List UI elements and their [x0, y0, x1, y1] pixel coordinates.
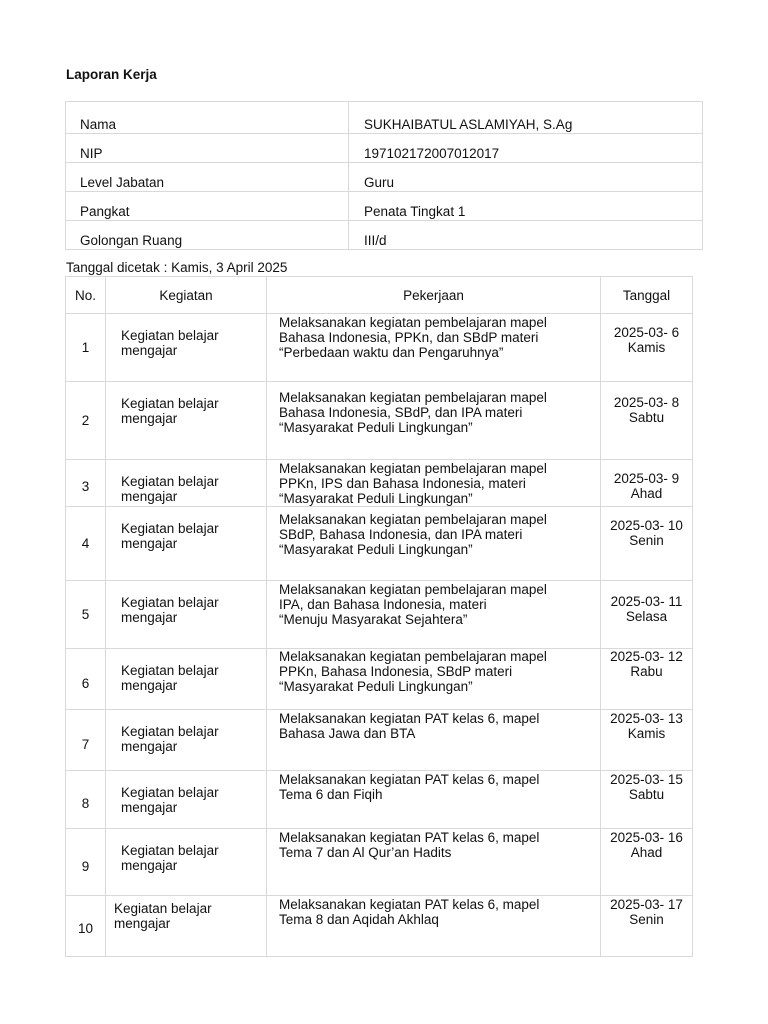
kegiatan-line: Kegiatan belajar [121, 724, 219, 739]
header-no: No. [66, 277, 106, 314]
tanggal-cell [601, 710, 693, 771]
pekerjaan-line: Bahasa Indonesia, PPKn, dan SBdP materi [279, 330, 539, 345]
row-number-text: 7 [81, 736, 90, 752]
pekerjaan-line: Melaksanakan kegiatan pembelajaran mapel [279, 315, 547, 330]
tanggal-date: 2025-03- 13 [610, 711, 683, 726]
kegiatan-line: Kegiatan belajar [121, 663, 219, 678]
row-number-text: 9 [81, 859, 90, 874]
tanggal-cell [601, 460, 693, 507]
tanggal-day: Sabtu [628, 787, 665, 802]
pekerjaan-cell [267, 581, 601, 649]
row-number [66, 829, 106, 896]
info-row [66, 163, 703, 192]
tanggal-cell [601, 829, 693, 896]
tanggal-day: Kamis [627, 340, 666, 355]
table-row [66, 460, 693, 507]
tanggal-date: 2025-03- 9 [613, 471, 680, 486]
pekerjaan-cell [267, 771, 601, 829]
kegiatan-line: mengajar [114, 916, 171, 931]
tanggal-day: Ahad [630, 845, 663, 860]
table-row [66, 382, 693, 460]
info-value: III/d [349, 221, 703, 250]
row-number [66, 581, 106, 649]
table-body [66, 314, 693, 957]
kegiatan-line: mengajar [121, 800, 178, 815]
info-label: Level Jabatan [66, 163, 349, 192]
kegiatan-line: Kegiatan belajar [114, 901, 212, 916]
info-value: SUKHAIBATUL ASLAMIYAH, S.Ag [349, 102, 703, 134]
tanggal-date: 2025-03- 15 [610, 772, 683, 787]
row-number-text: 1 [81, 340, 90, 355]
pekerjaan-line: Melaksanakan kegiatan pembelajaran mapel [279, 512, 547, 527]
table-row [66, 710, 693, 771]
row-number [66, 649, 106, 710]
kegiatan-cell [106, 581, 267, 649]
row-number-text: 6 [81, 675, 90, 691]
tanggal-cell [601, 314, 693, 382]
pekerjaan-line: Melaksanakan kegiatan PAT kelas 6, mapel [279, 711, 540, 726]
pekerjaan-cell [267, 896, 601, 957]
kegiatan-cell [106, 710, 267, 771]
row-number-text: 4 [81, 536, 90, 551]
printed-date: Tanggal dicetak : Kamis, 3 April 2025 [66, 260, 288, 275]
kegiatan-line: mengajar [121, 411, 178, 426]
pekerjaan-line: Melaksanakan kegiatan pembelajaran mapel [279, 649, 547, 664]
table-row [66, 649, 693, 710]
header-tanggal: Tanggal [601, 277, 693, 314]
pekerjaan-line: “Masyarakat Peduli Lingkungan” [279, 679, 473, 694]
pekerjaan-line: Melaksanakan kegiatan PAT kelas 6, mapel [279, 830, 540, 845]
kegiatan-cell [106, 771, 267, 829]
kegiatan-line: mengajar [121, 858, 178, 873]
pekerjaan-line: “Masyarakat Peduli Lingkungan” [279, 420, 473, 435]
row-number-text: 3 [81, 478, 90, 494]
tanggal-cell [601, 896, 693, 957]
table-row [66, 314, 693, 382]
pekerjaan-line: “Menuju Masyarakat Sejahtera” [279, 612, 468, 627]
row-number [66, 507, 106, 581]
tanggal-day: Rabu [630, 664, 663, 679]
tanggal-date: 2025-03- 8 [613, 395, 680, 410]
pekerjaan-line: Melaksanakan kegiatan PAT kelas 6, mapel [279, 772, 540, 787]
pekerjaan-line: SBdP, Bahasa Indonesia, dan IPA materi [279, 527, 523, 542]
info-value: Penata Tingkat 1 [349, 192, 703, 221]
info-row [66, 192, 703, 221]
header-pekerjaan: Pekerjaan [267, 277, 601, 314]
pekerjaan-line: Bahasa Indonesia, SBdP, dan IPA materi [279, 405, 523, 420]
tanggal-date: 2025-03- 12 [610, 649, 683, 664]
info-label: NIP [66, 134, 349, 163]
row-number [66, 710, 106, 771]
pekerjaan-line: Tema 7 dan Al Qur’an Hadits [279, 845, 452, 860]
info-row [66, 134, 703, 163]
row-number-text: 8 [81, 796, 90, 811]
table-row [66, 507, 693, 581]
row-number-text: 10 [77, 920, 94, 936]
pekerjaan-line: “Perbedaan waktu dan Pengaruhnya” [279, 345, 504, 360]
report-title: Laporan Kerja [66, 67, 157, 82]
kegiatan-line: mengajar [121, 678, 178, 693]
kegiatan-cell [106, 314, 267, 382]
pekerjaan-line: “Masyarakat Peduli Lingkungan” [279, 491, 473, 506]
pekerjaan-cell [267, 507, 601, 581]
row-number [66, 382, 106, 460]
kegiatan-cell [106, 896, 267, 957]
kegiatan-line: Kegiatan belajar [121, 843, 219, 858]
kegiatan-line: Kegiatan belajar [121, 396, 219, 411]
pekerjaan-cell [267, 382, 601, 460]
pekerjaan-line: PPKn, IPS dan Bahasa Indonesia, materi [279, 476, 526, 491]
kegiatan-line: Kegiatan belajar [121, 521, 219, 536]
tanggal-cell [601, 581, 693, 649]
table-row [66, 581, 693, 649]
activity-table [65, 276, 693, 957]
row-number-text: 2 [81, 413, 90, 428]
tanggal-date: 2025-03- 6 [613, 325, 680, 340]
tanggal-day: Selasa [625, 609, 668, 624]
tanggal-day: Senin [629, 912, 664, 927]
pekerjaan-line: Melaksanakan kegiatan pembelajaran mapel [279, 582, 547, 597]
pekerjaan-line: Bahasa Jawa dan BTA [279, 726, 416, 741]
pekerjaan-line: Melaksanakan kegiatan pembelajaran mapel [279, 390, 547, 405]
row-number [66, 460, 106, 507]
info-value: Guru [349, 163, 703, 192]
pekerjaan-cell [267, 314, 601, 382]
pekerjaan-cell [267, 829, 601, 896]
pekerjaan-cell [267, 710, 601, 771]
tanggal-cell [601, 382, 693, 460]
table-row [66, 896, 693, 957]
pekerjaan-line: Tema 6 dan Fiqih [279, 787, 383, 802]
table-row [66, 829, 693, 896]
kegiatan-line: mengajar [121, 343, 178, 358]
row-number [66, 896, 106, 957]
row-number-text: 5 [81, 607, 90, 622]
pekerjaan-line: IPA, dan Bahasa Indonesia, materi [279, 597, 487, 612]
info-label: Golongan Ruang [66, 221, 349, 250]
tanggal-day: Sabtu [628, 410, 665, 425]
kegiatan-cell [106, 507, 267, 581]
info-label: Pangkat [66, 192, 349, 221]
tanggal-day: Ahad [630, 486, 663, 501]
tanggal-cell [601, 649, 693, 710]
row-number [66, 314, 106, 382]
tanggal-day: Kamis [627, 726, 666, 741]
tanggal-date: 2025-03- 11 [610, 594, 683, 609]
kegiatan-line: Kegiatan belajar [121, 328, 219, 343]
kegiatan-cell [106, 382, 267, 460]
kegiatan-cell [106, 460, 267, 507]
info-value: 197102172007012017 [349, 134, 703, 163]
pekerjaan-line: “Masyarakat Peduli Lingkungan” [279, 542, 473, 557]
tanggal-date: 2025-03- 17 [610, 897, 683, 912]
employee-info-table [65, 101, 703, 250]
table-header-row [66, 277, 693, 314]
pekerjaan-line: Tema 8 dan Aqidah Akhlaq [279, 912, 439, 927]
kegiatan-line: mengajar [121, 610, 178, 625]
kegiatan-line: Kegiatan belajar [121, 785, 219, 800]
tanggal-cell [601, 771, 693, 829]
tanggal-cell [601, 507, 693, 581]
info-row [66, 221, 703, 250]
kegiatan-line: mengajar [121, 739, 178, 754]
tanggal-date: 2025-03- 16 [610, 830, 683, 845]
pekerjaan-cell [267, 649, 601, 710]
kegiatan-cell [106, 649, 267, 710]
kegiatan-cell [106, 829, 267, 896]
kegiatan-line: mengajar [121, 489, 178, 504]
info-row [66, 102, 703, 134]
pekerjaan-line: Melaksanakan kegiatan PAT kelas 6, mapel [279, 897, 540, 912]
row-number [66, 771, 106, 829]
tanggal-date: 2025-03- 10 [610, 518, 683, 533]
table-row [66, 771, 693, 829]
kegiatan-line: mengajar [121, 536, 178, 551]
kegiatan-line: Kegiatan belajar [121, 474, 219, 489]
pekerjaan-line: Melaksanakan kegiatan pembelajaran mapel [279, 461, 547, 476]
pekerjaan-line: PPKn, Bahasa Indonesia, SBdP materi [279, 664, 513, 679]
header-kegiatan: Kegiatan [106, 277, 267, 314]
kegiatan-line: Kegiatan belajar [121, 595, 219, 610]
pekerjaan-cell [267, 460, 601, 507]
tanggal-day: Senin [629, 533, 664, 548]
info-label: Nama [66, 102, 349, 134]
